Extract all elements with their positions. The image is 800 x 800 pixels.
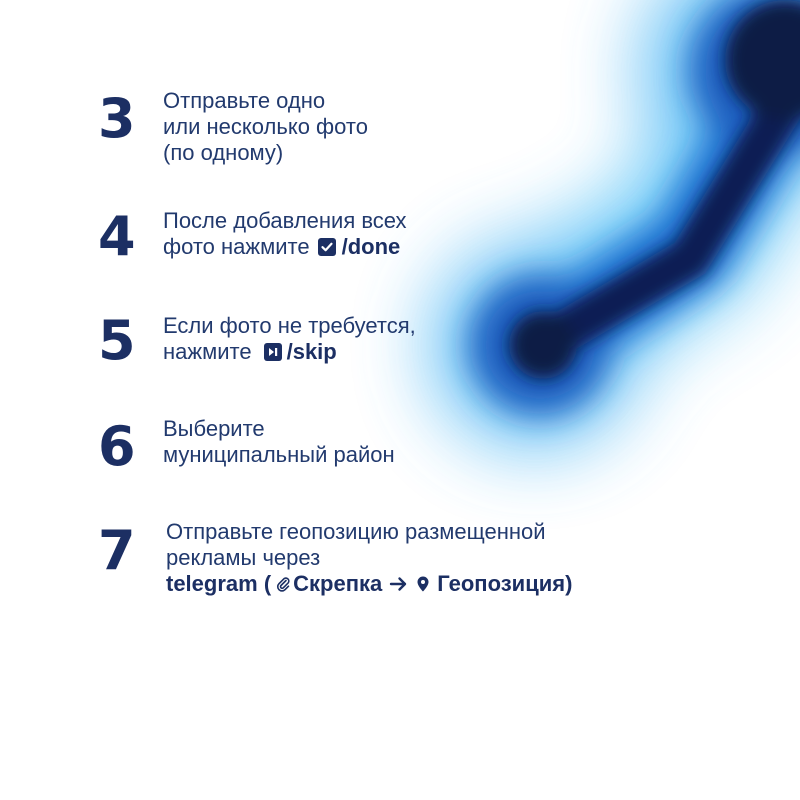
telegram-path xyxy=(166,571,572,597)
step-line: После добавления всех xyxy=(163,208,407,233)
step-number: 4 xyxy=(98,205,136,268)
step-line: Выберите xyxy=(163,416,265,441)
step-text xyxy=(163,88,368,166)
step-number: 3 xyxy=(98,87,136,150)
location-label: Геопозиция) xyxy=(437,571,573,596)
step-number: 6 xyxy=(98,415,136,478)
step-text xyxy=(163,313,416,365)
location-pin-icon xyxy=(415,575,431,593)
done-command[interactable]: /done xyxy=(341,234,401,259)
step-line: фото нажмите xyxy=(163,234,310,259)
step-line: Отправьте одно xyxy=(163,88,326,113)
paperclip-icon xyxy=(275,575,291,593)
attach-label: Скрепка xyxy=(293,571,383,596)
step-line: Отправьте геопозицию размещенной xyxy=(166,519,546,544)
step-line: рекламы через xyxy=(166,545,321,570)
skip-icon xyxy=(264,343,282,361)
step-line-with-command xyxy=(163,234,407,260)
step-text xyxy=(166,519,572,597)
step-line: Если фото не требуется, xyxy=(163,313,416,338)
step-number: 7 xyxy=(98,519,136,582)
step-line-with-command xyxy=(163,339,416,365)
step-line: (по одному) xyxy=(163,140,284,165)
telegram-label: telegram ( xyxy=(166,571,272,596)
step-line: нажмите xyxy=(163,339,252,364)
arrow-right-icon xyxy=(389,575,409,593)
skip-command[interactable]: /skip xyxy=(286,339,337,364)
step-line: муниципальный район xyxy=(163,442,395,467)
step-text xyxy=(163,416,395,468)
step-number: 5 xyxy=(98,309,136,372)
checkbox-icon xyxy=(318,238,336,256)
step-line: или несколько фото xyxy=(163,114,368,139)
step-text xyxy=(163,208,407,260)
